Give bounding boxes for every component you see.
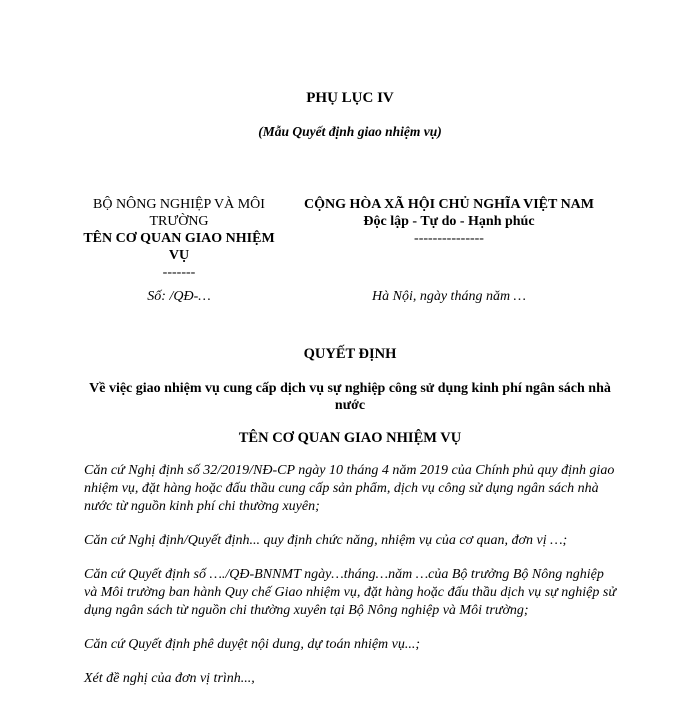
national-motto: Độc lập - Tự do - Hạnh phúc (363, 214, 535, 229)
decision-subject: Về việc giao nhiệm vụ cung cấp dịch vụ sự nghiệp công sử dụng kinh phí ngân sách nhà nước (89, 381, 611, 413)
legal-basis-paragraph: Căn cứ Quyết định phê duyệt nội dung, dự toán nhiệm vụ...; (84, 637, 421, 652)
decision-body (84, 462, 618, 704)
motto-rule: --------------- (414, 231, 484, 246)
legal-basis-paragraph: Căn cứ Nghị định số 32/2019/NĐ-CP ngày 10 tháng 4 năm 2019 của Chính phủ quy định giao nhiệm vụ, đặt hàng hoặc đấu thầu cung cấp sản phẩm, dịch vụ công sử dụng ngân sách nhà nước từ nguồn kinh phí chi thường xuyên; (84, 463, 615, 514)
ministry-name: BỘ NÔNG NGHIỆP VÀ MÔI TRƯỜNG (93, 197, 265, 229)
decision-title: QUYẾT ĐỊNH (303, 346, 397, 362)
agency-rule: ------- (162, 265, 196, 280)
proposal-paragraph: Xét đề nghị của đơn vị trình..., (84, 671, 255, 686)
legal-basis-paragraph: Căn cứ Nghị định/Quyết định... quy định chức năng, nhiệm vụ của cơ quan, đơn vị …; (84, 533, 568, 548)
country-name: CỘNG HÒA XÃ HỘI CHỦ NGHĨA VIỆT NAM (303, 197, 594, 212)
appendix-title: PHỤ LỤC IV (306, 90, 394, 106)
place-date: Hà Nội, ngày tháng năm … (372, 289, 526, 304)
appendix-subtitle: (Mẫu Quyết định giao nhiệm vụ) (258, 124, 442, 139)
document-number: Số: /QĐ-… (147, 289, 211, 304)
national-header-block (284, 196, 614, 247)
agency-heading: TÊN CƠ QUAN GIAO NHIỆM VỤ (238, 430, 462, 446)
legal-basis-paragraph: Căn cứ Quyết định số …./QĐ-BNNMT ngày…tháng…năm …của Bộ trưởng Bộ Nông nghiệp và Môi trường ban hành Quy chế Giao nhiệm vụ, đặt hàng hoặc đấu thầu dịch vụ sự nghiệp sử dụng ngân sách từ nguồn chi thường xuyên tại Bộ Nông nghiệp và Môi trường; (84, 567, 616, 618)
agency-name: TÊN CƠ QUAN GIAO NHIỆM VỤ (83, 231, 275, 263)
issuing-agency-block (76, 196, 282, 281)
